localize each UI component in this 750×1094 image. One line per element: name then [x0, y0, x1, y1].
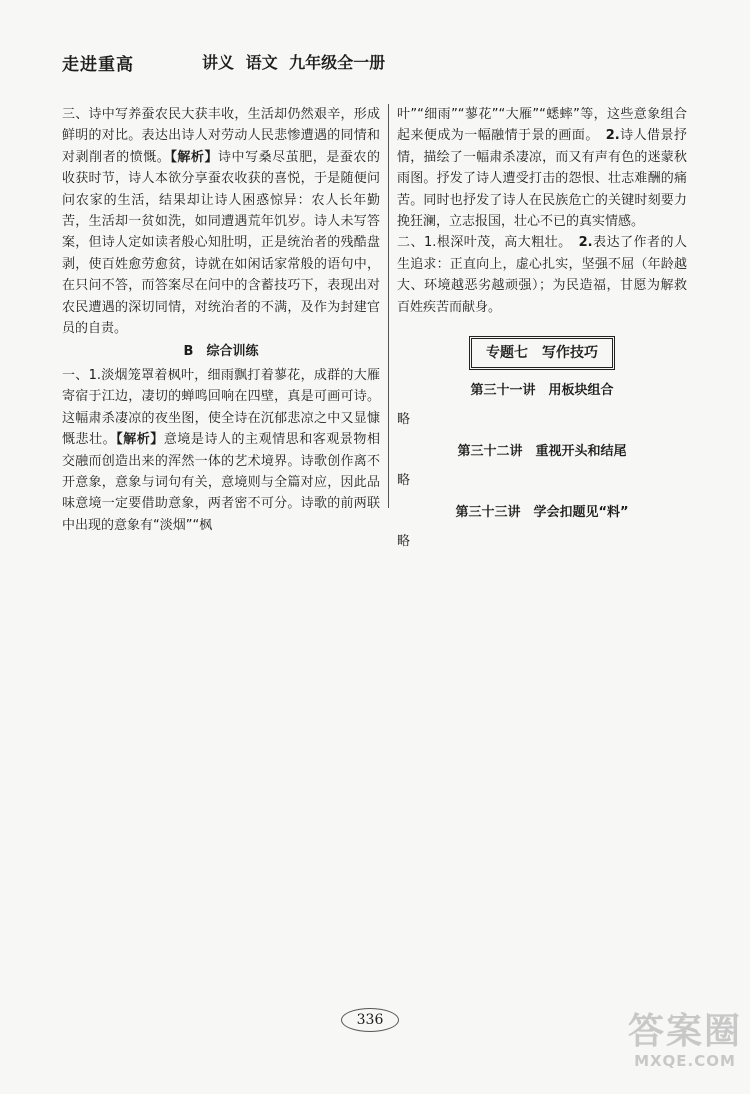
lecture-answer-31: 略 [397, 412, 411, 428]
lecture-title-32: 第三十二讲 重视开头和结尾 [457, 443, 627, 459]
lecture-answer-33: 略 [397, 534, 411, 550]
lecture-title-33: 第三十三讲 学会扣题见“料” [455, 504, 629, 520]
page-header [62, 50, 682, 80]
lecture-title-31: 第三十一讲 用板块组合 [470, 383, 614, 399]
page-number: 336 [345, 1012, 395, 1028]
topic-heading: 专题七 写作技巧 [469, 336, 615, 370]
analysis-tag: 【解析】 [170, 149, 219, 165]
answer-paragraph-b1: 一、1.淡烟笼罩着枫叶，细雨飘打着蓼花，成群的大雁寄宿于江边，凄切的蝉鸣回响在四壁，真是可画可诗。这幅肃杀凄凉的夜坐图，使全诗在沉郁悲凉之中又显慷慨悲壮。【解析】意境是诗人的主观情思和客观景物相交融而创造出来的浑然一体的艺术境界。诗歌创作离不开意象，意象与词句有关，意境则与全篇对应，因此品味意境一定要借助意象，两者密不可分。诗歌的前两联中出现的意象有“淡烟”“枫 [62, 367, 380, 533]
watermark-logo: 答案圈 [627, 1011, 742, 1052]
right-column [397, 104, 687, 553]
brand-title: 走进重高 [62, 55, 134, 75]
analysis-tag: 【解析】 [116, 432, 164, 448]
answer-paragraph-b1-cont: 叶”“细雨”“蓼花”“大雁”“蟋蟀”等，这些意象组合起来便成为一幅融情于景的画面。 2.诗人借景抒情，描绘了一幅肃杀凄凉，而又有声有色的迷蒙秋雨图。抒发了诗人遭受打击的怨恨、壮志难酬的痛苦。同时也抒发了诗人在民族危亡的关键时刻要力挽狂澜，立志报国，壮心不已的真实情感。 [397, 107, 687, 230]
book-title: 讲义 语文 九年级全一册 [202, 53, 386, 72]
column-divider [388, 104, 389, 508]
lecture-answer-32: 略 [397, 473, 411, 489]
answer-paragraph-b2: 二、1.根深叶茂，高大粗壮。 2.表达了作者的人生追求：正直向上，虚心扎实，坚强不屈（年龄越大、环境越恶劣越顽强）；为民造福，甘愿为解救百姓疾苦而献身。 [397, 235, 687, 315]
watermark-url: MXQE.COM [634, 1052, 736, 1070]
left-column [62, 104, 380, 536]
section-b-title: B 综合训练 [183, 344, 259, 360]
watermark [625, 1012, 745, 1070]
answer-paragraph-3: 三、诗中写养蚕农民大获丰收，生活却仍然艰辛，形成鲜明的对比。表达出诗人对劳动人民悲惨遭遇的同情和对剥削者的愤慨。【解析】诗中写桑尽茧肥，是蚕农的收获时节，诗人本欲分享蚕农收获的喜悦，于是随便问问农家的生活，结果却让诗人困惑惊异：农人长年勤苦，生活却一贫如洗，如同遭遇荒年饥岁。诗人未写答案，但诗人定如读者般心知肚明，正是统治者的残酷盘剥，使百姓愈劳愈贫，诗就在如闲话家常般的语句中，在只问不答，而答案尽在问中的含蓄技巧下，表现出对农民遭遇的深切同情，对统治者的不满，及作为封建官员的自责。 [62, 107, 380, 337]
